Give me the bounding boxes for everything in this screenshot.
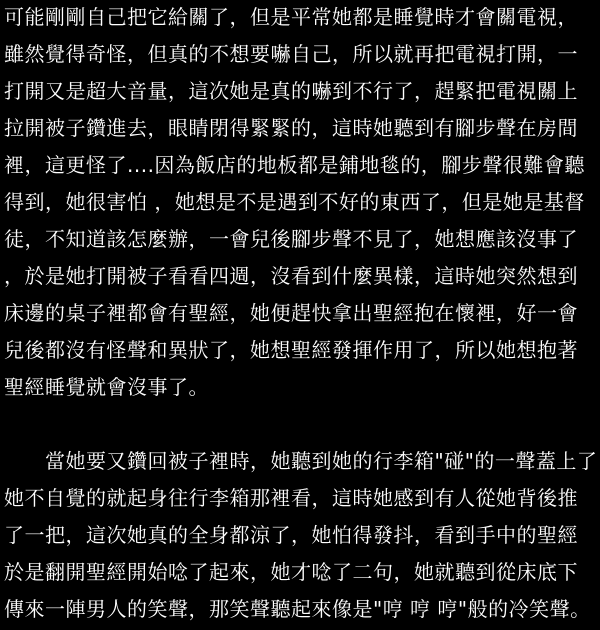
text-line: 得到，她很害怕 ，她想是不是遇到不好的東西了，但是她是基督 xyxy=(4,190,585,214)
text-line: 徒，不知道該怎麼辦，一會兒後腳步聲不見了，她想應該沒事了 xyxy=(4,227,578,251)
text-line: 聖經睡覺就會沒事了。 xyxy=(4,375,209,399)
text-line: ，於是她打開被子看看四週，沒看到什麼異樣，這時她突然想到 xyxy=(4,264,578,288)
text-line: 傳來一陣男人的笑聲，那笑聲聽起來像是"哼 哼 哼"般的冷笑聲。 xyxy=(4,597,591,621)
text-line: 她不自覺的就起身往行李箱那裡看，這時她感到有人從她背後推 xyxy=(4,486,578,510)
text-line: 打開又是超大音量，這次她是真的嚇到不行了，趕緊把電視關上 xyxy=(4,79,578,103)
text-line: 兒後都沒有怪聲和異狀了，她想聖經發揮作用了，所以她想抱著 xyxy=(4,338,578,362)
text-line: 可能剛剛自己把它給關了，但是平常她都是睡覺時才會關電視， xyxy=(4,5,578,29)
text-line: 當她要又鑽回被子裡時，她聽到她的行李箱"碰"的一聲蓋上了 xyxy=(4,449,598,473)
text-line: 裡，這更怪了....因為飯店的地板都是鋪地毯的，腳步聲很難會聽 xyxy=(4,153,585,177)
text-line: 了一把，這次她真的全身都涼了，她怕得發抖，看到手中的聖經 xyxy=(4,523,578,547)
text-line: 雖然覺得奇怪，但真的不想要嚇自己，所以就再把電視打開，一 xyxy=(4,42,578,66)
text-line: 拉開被子鑽進去，眼睛閉得緊緊的，這時她聽到有腳步聲在房間 xyxy=(4,116,578,140)
text-line: 床邊的桌子裡都會有聖經，她便趕快拿出聖經抱在懷裡，好一會 xyxy=(4,301,578,325)
text-line: 於是翻開聖經開始唸了起來，她才唸了二句，她就聽到從床底下 xyxy=(4,560,578,584)
